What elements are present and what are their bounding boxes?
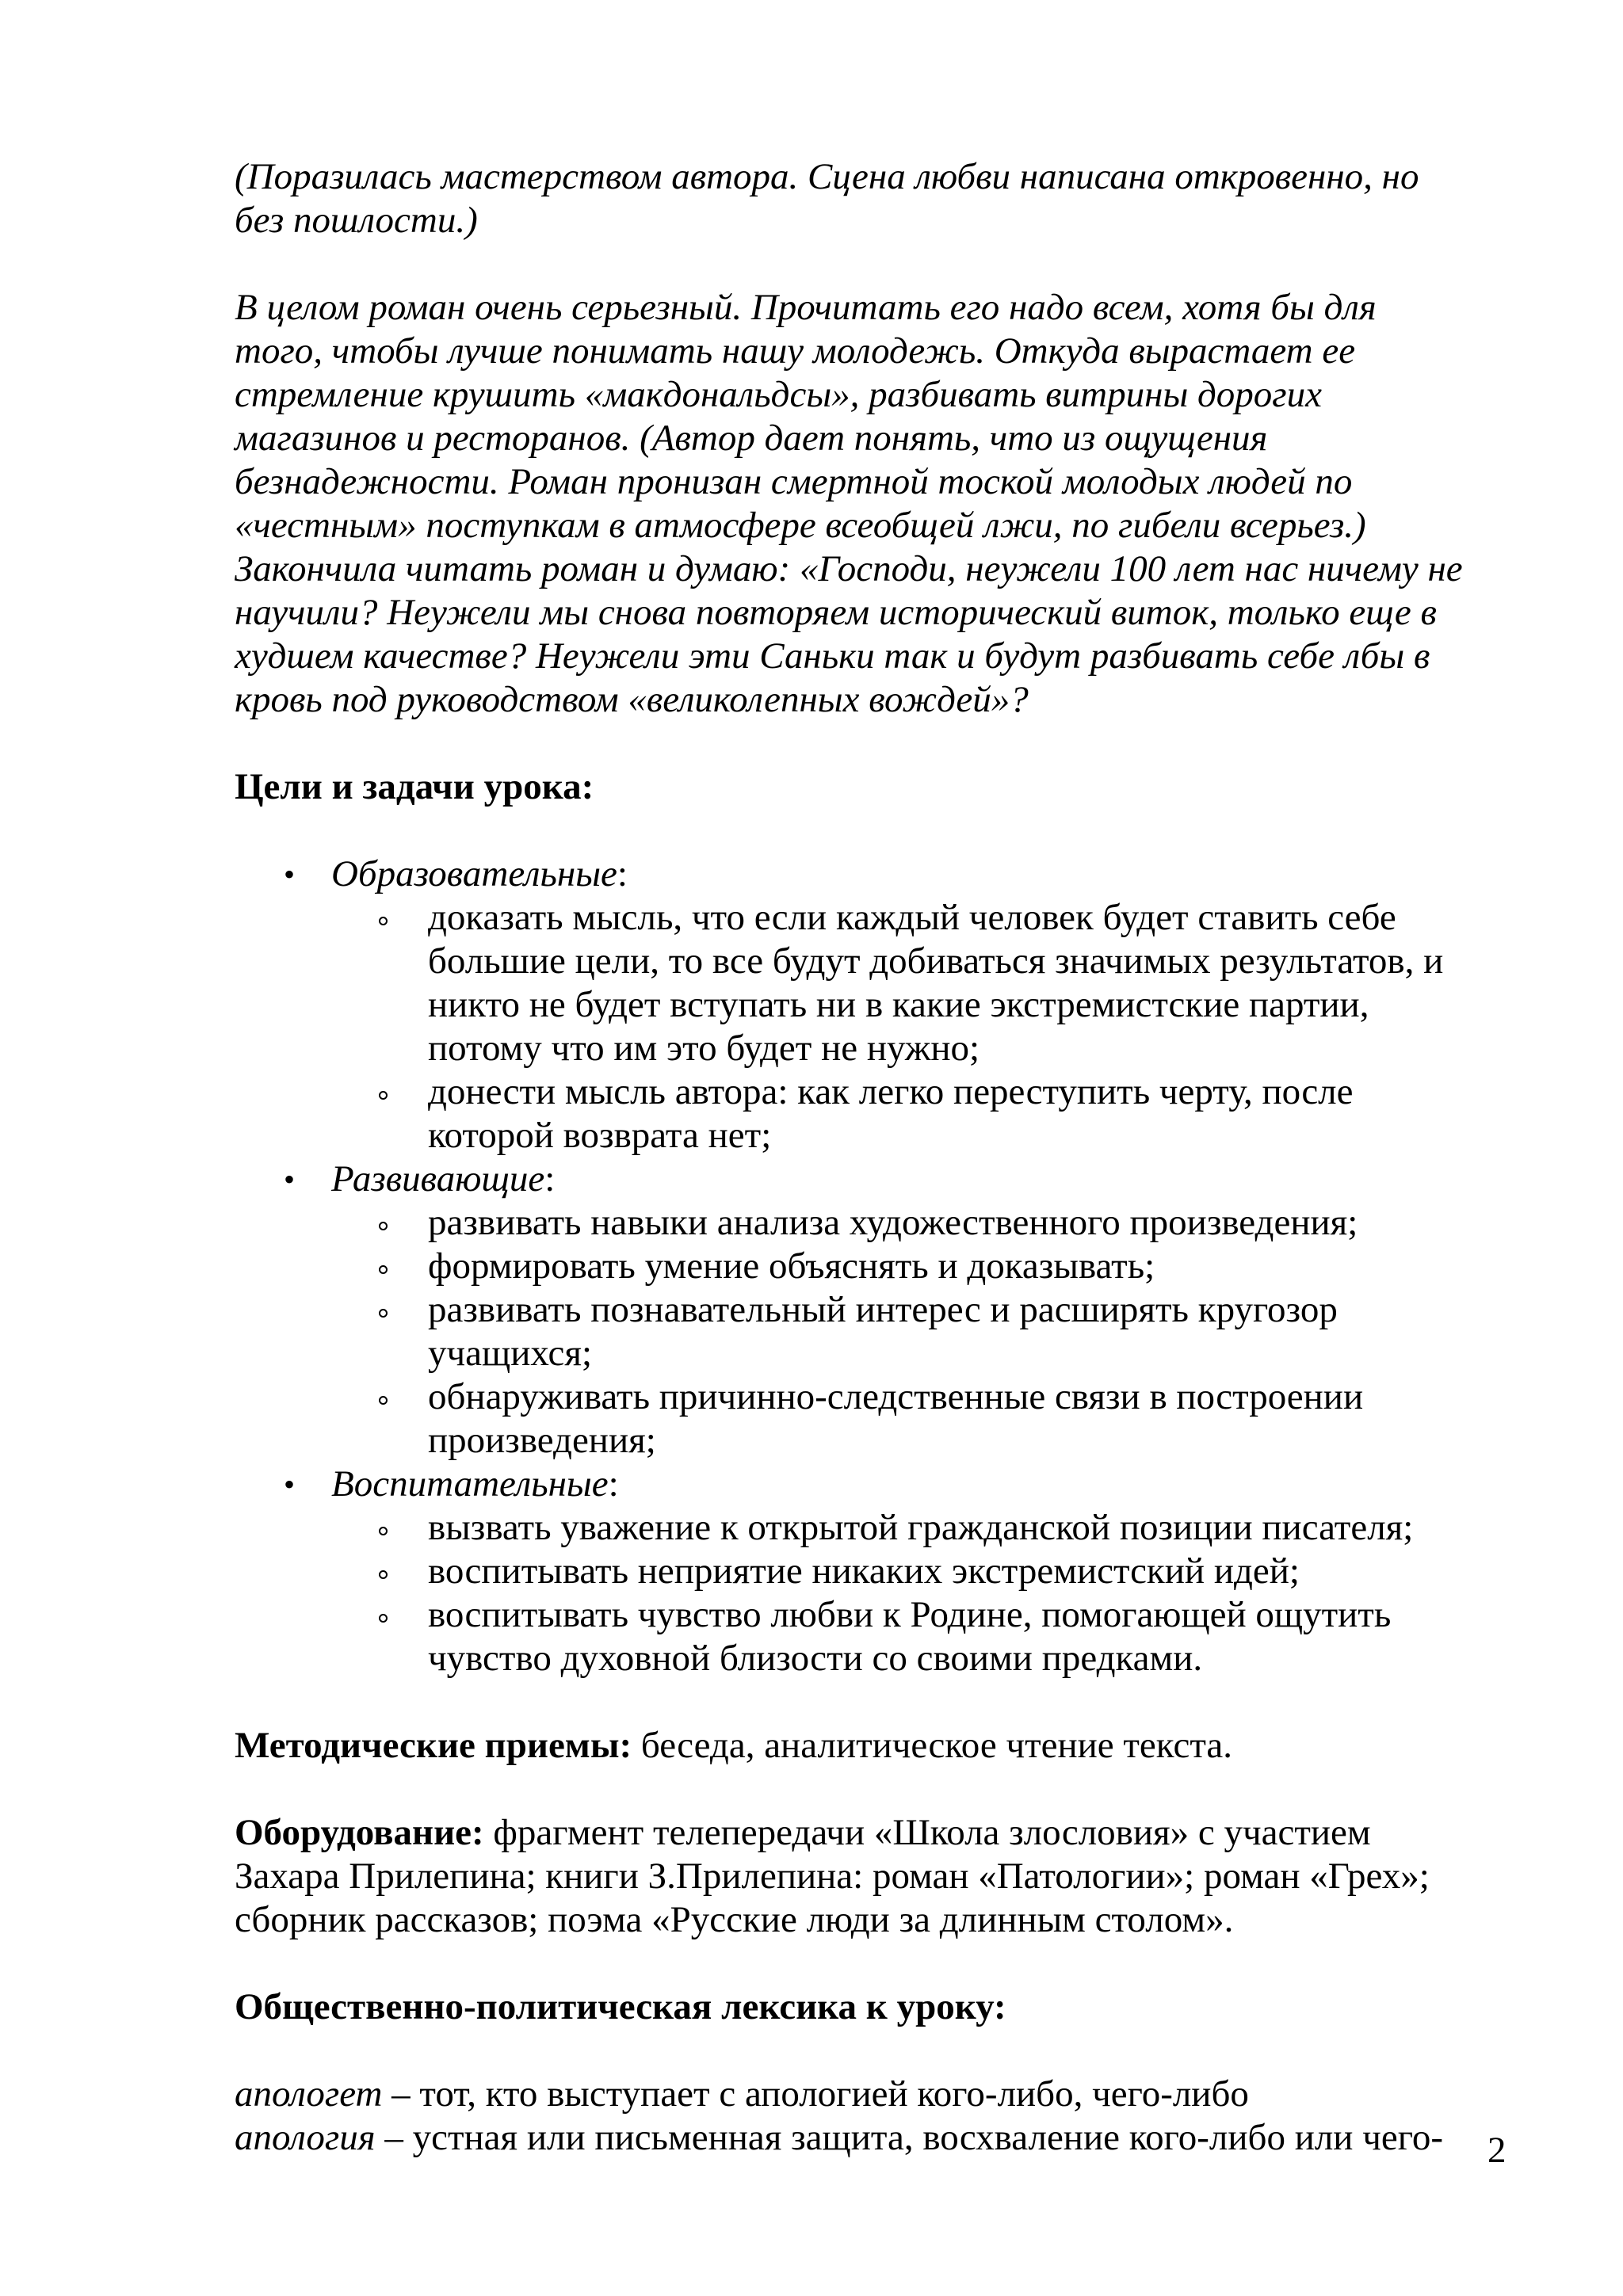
circle-bullet-icon [379, 1309, 388, 1318]
list-item [331, 1593, 1518, 1680]
text-line: развивать навыки анализа художественного произведения; [428, 1202, 1358, 1243]
lexicon-entry [235, 2073, 1518, 2116]
text-line: вызвать уважение к открытой гражданской позиции писателя; [428, 1507, 1414, 1548]
methods-paragraph [235, 1724, 1518, 1768]
circle-bullet-icon [379, 1570, 388, 1579]
text-line: без пошлости.) [235, 200, 478, 241]
text-line: воспитывать неприятие никаких экстремистский идей; [428, 1550, 1300, 1592]
text-line: стремление крушить «макдональдсы», разбивать витрины дорогих [235, 374, 1322, 415]
category-label: Воспитательные [331, 1463, 609, 1505]
text-line: чувство духовной близости со своими предками. [428, 1638, 1203, 1679]
text-line: «честным» поступкам в атмосфере всеобщей лжи, по гибели всерьез.) [235, 505, 1366, 546]
list-item [331, 896, 1518, 1070]
text-line: магазинов и ресторанов. (Автор дает понять, что из ощущения [235, 418, 1268, 459]
list-item [331, 1550, 1518, 1593]
page-number: 2 [1487, 2130, 1507, 2171]
lexicon-heading: Общественно-политическая лексика к уроку: [235, 1986, 1006, 2027]
text-line: большие цели, то все будут добиваться значимых результатов, и [428, 940, 1444, 982]
circle-bullet-icon [379, 1265, 388, 1274]
text-line: обнаруживать причинно-следственные связи в построении [428, 1376, 1364, 1417]
text-line: никто не будет вступать ни в какие экстремистские партии, [428, 984, 1369, 1025]
methods-label: Методические приемы: [235, 1725, 632, 1766]
text-line: потому что им это будет не нужно; [428, 1028, 980, 1069]
text-line: сборник рассказов; поэма «Русские люди за длинным столом». [235, 1899, 1234, 1940]
goal-items [331, 896, 1518, 1158]
goal-items [331, 1201, 1518, 1463]
intro-paragraph-2 [235, 286, 1518, 722]
text-line: учащихся; [428, 1333, 593, 1374]
text-line: фрагмент телепередачи «Школа злословия» с участием [483, 1812, 1371, 1853]
text-line: донести мысль автора: как легко переступить черту, после [428, 1071, 1354, 1112]
text-line: доказать мысль, что если каждый человек будет ставить себе [428, 897, 1396, 938]
circle-bullet-icon [379, 1527, 388, 1535]
category-label: Развивающие [331, 1158, 545, 1199]
bullet-icon: • [284, 1161, 296, 1197]
goals-heading: Цели и задачи урока: [235, 766, 594, 807]
lexicon-term: апология [235, 2117, 376, 2158]
goal-category: • Воспитательные: вызвать уважение к открытой гражданской позиции писателя; воспитывать неприятие никаких экстремистский идей; воспитывать чувство любви к Родине, помогающей ощутить чувство духовной близости со своими предками. [235, 1463, 1518, 1680]
lexicon-definition: – устная или письменная защита, восхваление кого-либо или чего- [375, 2117, 1443, 2158]
text-line: худшем качестве? Неужели эти Саньки так и будут разбивать себе лбы в [235, 635, 1430, 677]
text-line: Захара Прилепина; книги З.Прилепина: роман «Патологии»; роман «Грех»; [235, 1855, 1430, 1897]
text-line: В целом роман очень серьезный. Прочитать его надо всем, хотя бы для [235, 287, 1377, 328]
intro-paragraph-1 [235, 155, 1518, 242]
goal-category: • Образовательные: доказать мысль, что если каждый человек будет ставить себе большие цели, то все будут добиваться значимых результатов, и никто не будет вступать ни в какие экстремистские партии, потому что им это будет не нужно; донести мысль автора: как легко переступить черту, после которой возврата нет; [235, 852, 1518, 1158]
methods-text: беседа, аналитическое чтение текста. [632, 1725, 1233, 1766]
equipment-label: Оборудование: [235, 1812, 484, 1853]
lexicon-definition: – тот, кто выступает с апологией кого-либо, чего-либо [382, 2073, 1249, 2115]
list-item [331, 1375, 1518, 1463]
list-item [331, 1506, 1518, 1550]
text-line: которой возврата нет; [428, 1115, 772, 1156]
list-item [331, 1245, 1518, 1288]
circle-bullet-icon [379, 1396, 388, 1405]
text-line: (Поразилась мастерством автора. Сцена любви написана откровенно, но [235, 156, 1419, 197]
text-line: Закончила читать роман и думаю: «Господи, неужели 100 лет нас ничему не [235, 548, 1463, 589]
goal-category: • Развивающие: развивать навыки анализа художественного произведения; формировать умение объяснять и доказывать; развивать познавательный интерес и расширять кругозор учащихся; обнаруживать причинно-следственные связи в построении произведения; [235, 1158, 1518, 1463]
list-item [331, 1201, 1518, 1245]
text-line: развивать познавательный интерес и расширять кругозор [428, 1289, 1338, 1330]
document-page [235, 155, 1518, 2160]
lexicon-entries [235, 2073, 1518, 2160]
bullet-icon: • [284, 1466, 296, 1502]
circle-bullet-icon [379, 1222, 388, 1230]
goal-items [331, 1506, 1518, 1680]
bullet-icon: • [284, 856, 296, 892]
text-line: формировать умение объяснять и доказывать; [428, 1245, 1155, 1287]
list-item [331, 1070, 1518, 1158]
lexicon-entry [235, 2116, 1518, 2160]
circle-bullet-icon [379, 1091, 388, 1100]
text-line: научили? Неужели мы снова повторяем исторический виток, только еще в [235, 592, 1437, 633]
text-line: кровь под руководством «великолепных вождей»? [235, 679, 1029, 720]
text-line: произведения; [428, 1420, 656, 1461]
category-label: Образовательные [331, 853, 617, 894]
circle-bullet-icon [379, 1614, 388, 1623]
equipment-paragraph [235, 1811, 1518, 1942]
text-line: воспитывать чувство любви к Родине, помогающей ощутить [428, 1594, 1392, 1635]
list-item [331, 1288, 1518, 1375]
circle-bullet-icon [379, 917, 388, 925]
text-line: безнадежности. Роман пронизан смертной тоской молодых людей по [235, 461, 1353, 502]
goals-list [235, 852, 1518, 1680]
text-line: того, чтобы лучше понимать нашу молодежь. Откуда вырастает ее [235, 330, 1356, 372]
lexicon-term: апологет [235, 2073, 383, 2115]
